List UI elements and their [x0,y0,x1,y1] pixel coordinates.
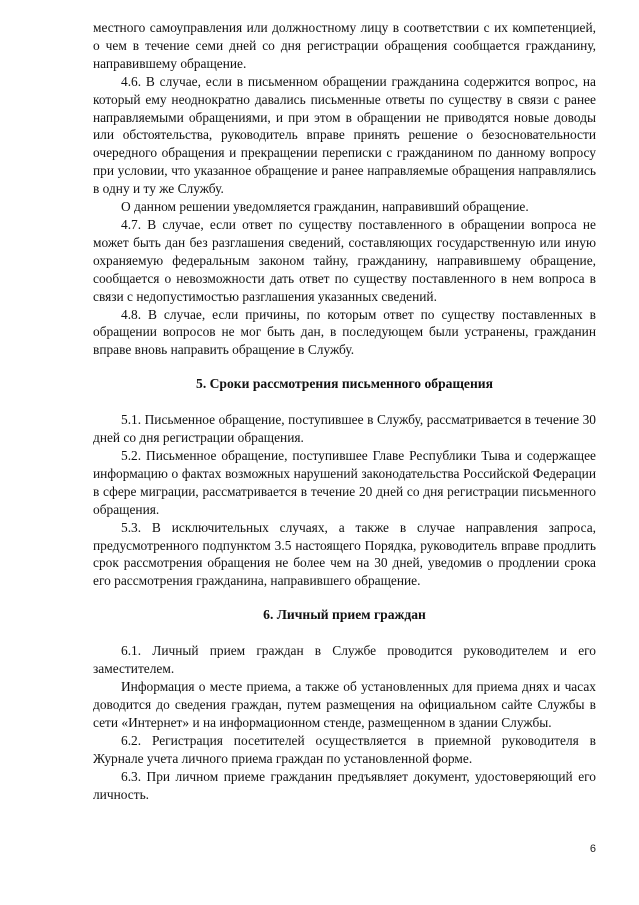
paragraph-6-1: 6.1. Личный прием граждан в Службе проводится руководителем и его заместителем. [93,643,596,677]
paragraph-6-2: 6.2. Регистрация посетителей осуществляется в приемной руководителя в Журнале учета личного приема граждан по установленной форме. [93,732,596,766]
paragraph-4-6-notice: О данном решении уведомляется гражданин, направивший обращение. [121,199,529,215]
paragraph-4-6: 4.6. В случае, если в письменном обращении гражданина содержится вопрос, на который ему неоднократно давались письменные ответы по существу в связи с ранее направляемыми обращениями, и при этом в обращении не приводятся новые доводы или обстоятельства, руководитель вправе принять решение о безосновательности очередного обращения и прекращении переписки с гражданином по данному вопросу при условии, что указанное обращение и ранее направляемые обращения направлялись в одну и ту же Службу. [93,73,596,197]
paragraph-intro: местного самоуправления или должностному лицу в соответствии с их компетенцией, о чем в течение семи дней со дня регистрации обращения сообщается гражданину, направившему обращение. [93,20,596,71]
paragraph-4-8: 4.8. В случае, если причины, по которым ответ по существу поставленных в обращении вопросов не мог быть дан, в последующем были устранены, гражданин вправе вновь направить обращение в Службу. [93,306,596,358]
spacer [93,359,596,375]
paragraph-6-1-info: Информация о месте приема, а также об установленных для приема днях и часах доводится до сведения граждан, путем размещения на официальном сайте Службы в сети «Интернет» и на информационном стенде, размещенном в здании Службы. [93,679,596,730]
paragraph-5-1: 5.1. Письменное обращение, поступившее в Службу, рассматривается в течение 30 дней со дня регистрации обращения. [93,412,596,446]
paragraph-4-7: 4.7. В случае, если ответ по существу поставленного в обращении вопроса не может быть дан без разглашения сведений, составляющих государственную или иную охраняемую федеральным законом тайну, гражданину, направившему обращение, сообщается о невозможности дать ответ по существу поставленного в нем вопроса в связи с недопустимостью разглашения указанных сведений. [93,216,596,304]
paragraph-6-3: 6.3. При личном приеме гражданин предъявляет документ, удостоверяющий его личность. [93,768,596,802]
section-heading-6: 6. Личный прием граждан [263,607,426,623]
section-heading-5: 5. Сроки рассмотрения письменного обращения [196,376,493,392]
document-body [93,19,596,803]
spacer [93,624,596,642]
paragraph-5-3: 5.3. В исключительных случаях, а также в случае направления запроса, предусмотренного подпунктом 3.5 настоящего Порядка, руководитель вправе продлить срок рассмотрения обращения не более чем на 30 дней, уведомив о продлении срока его рассмотрения гражданина, направившего обращение. [93,519,596,589]
page-number: 6 [589,843,596,855]
spacer [93,393,596,411]
spacer [93,590,596,606]
paragraph-5-2: 5.2. Письменное обращение, поступившее Главе Республики Тыва и содержащее информацию о фактах возможных нарушений законодательства Российской Федерации в сфере миграции, рассматривается в течение 20 дней со дня регистрации письменного обращения. [93,448,596,517]
